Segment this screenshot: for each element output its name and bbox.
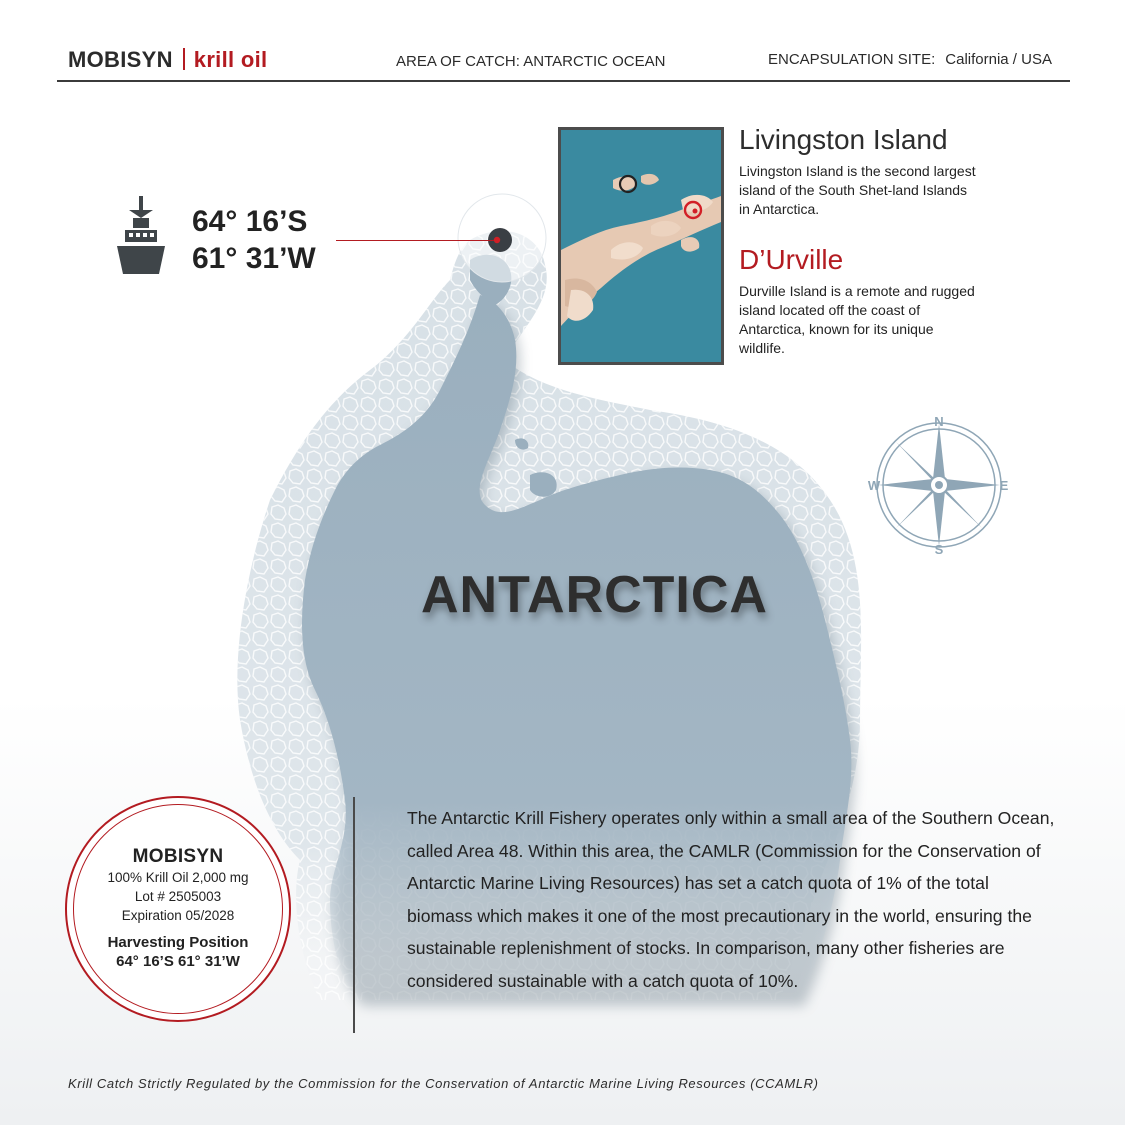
harvest-coordinates xyxy=(192,203,316,277)
seal-position-value: 64° 16’S 61° 31’W xyxy=(116,953,240,970)
area-of-catch: AREA OF CATCH: ANTARCTIC OCEAN xyxy=(396,53,666,70)
livingston-info xyxy=(739,124,979,219)
seal-expiration: Expiration 05/2028 xyxy=(121,908,235,923)
text-divider xyxy=(353,797,355,1033)
footer-note: Krill Catch Strictly Regulated by the Commission for the Conservation of Antarctic Marine Living Resources (CCAMLR) xyxy=(68,1076,819,1091)
seal-lot: Lot # 2505003 xyxy=(134,889,222,904)
ship-icon xyxy=(115,196,167,278)
compass-n: N xyxy=(934,414,944,429)
product-seal xyxy=(65,796,291,1022)
compass-w: W xyxy=(867,478,881,493)
continent-label: ANTARCTICA xyxy=(421,566,768,624)
durville-info xyxy=(739,244,979,358)
seal-product: 100% Krill Oil 2,000 mg xyxy=(107,870,249,885)
seal-position-title: Harvesting Position xyxy=(107,934,249,951)
longitude: 61° 31’W xyxy=(192,242,316,275)
livingston-title: Livingston Island xyxy=(739,124,948,155)
seal-brand: MOBISYN xyxy=(132,846,224,867)
inset-satellite-map xyxy=(558,127,724,365)
compass-e: E xyxy=(999,478,1009,493)
fishery-description: The Antarctic Krill Fishery operates only within a small area of the Southern Ocean, called Area 48. Within this area, the CAMLR (Commission for the Conservation of Antarctic Marine Living Resources) has set a catch quota of 1% of the total biomass which makes it one of the most precautionary in the world, ensuring the sustainable replenishment of stocks. In comparison, many other fisheries are considered sustainable with a catch quota of 10%. xyxy=(407,808,1055,991)
encapsulation-value: California / USA xyxy=(945,51,1052,68)
brand-product: krill oil xyxy=(193,47,268,72)
durville-description: Durville Island is a remote and rugged island located off the coast of Antarctica, known for its unique wildlife. xyxy=(739,283,975,356)
livingston-description: Livingston Island is the second largest island of the South Shet-land Islands in Antarctica. xyxy=(739,163,976,217)
compass-s: S xyxy=(934,542,944,557)
durville-title: D’Urville xyxy=(739,244,844,275)
latitude: 64° 16’S xyxy=(192,205,308,238)
pointer-line xyxy=(336,240,494,241)
brand-name: MOBISYN xyxy=(68,47,173,72)
compass-rose-icon xyxy=(866,412,1012,558)
encapsulation-label: ENCAPSULATION SITE: xyxy=(768,51,936,68)
